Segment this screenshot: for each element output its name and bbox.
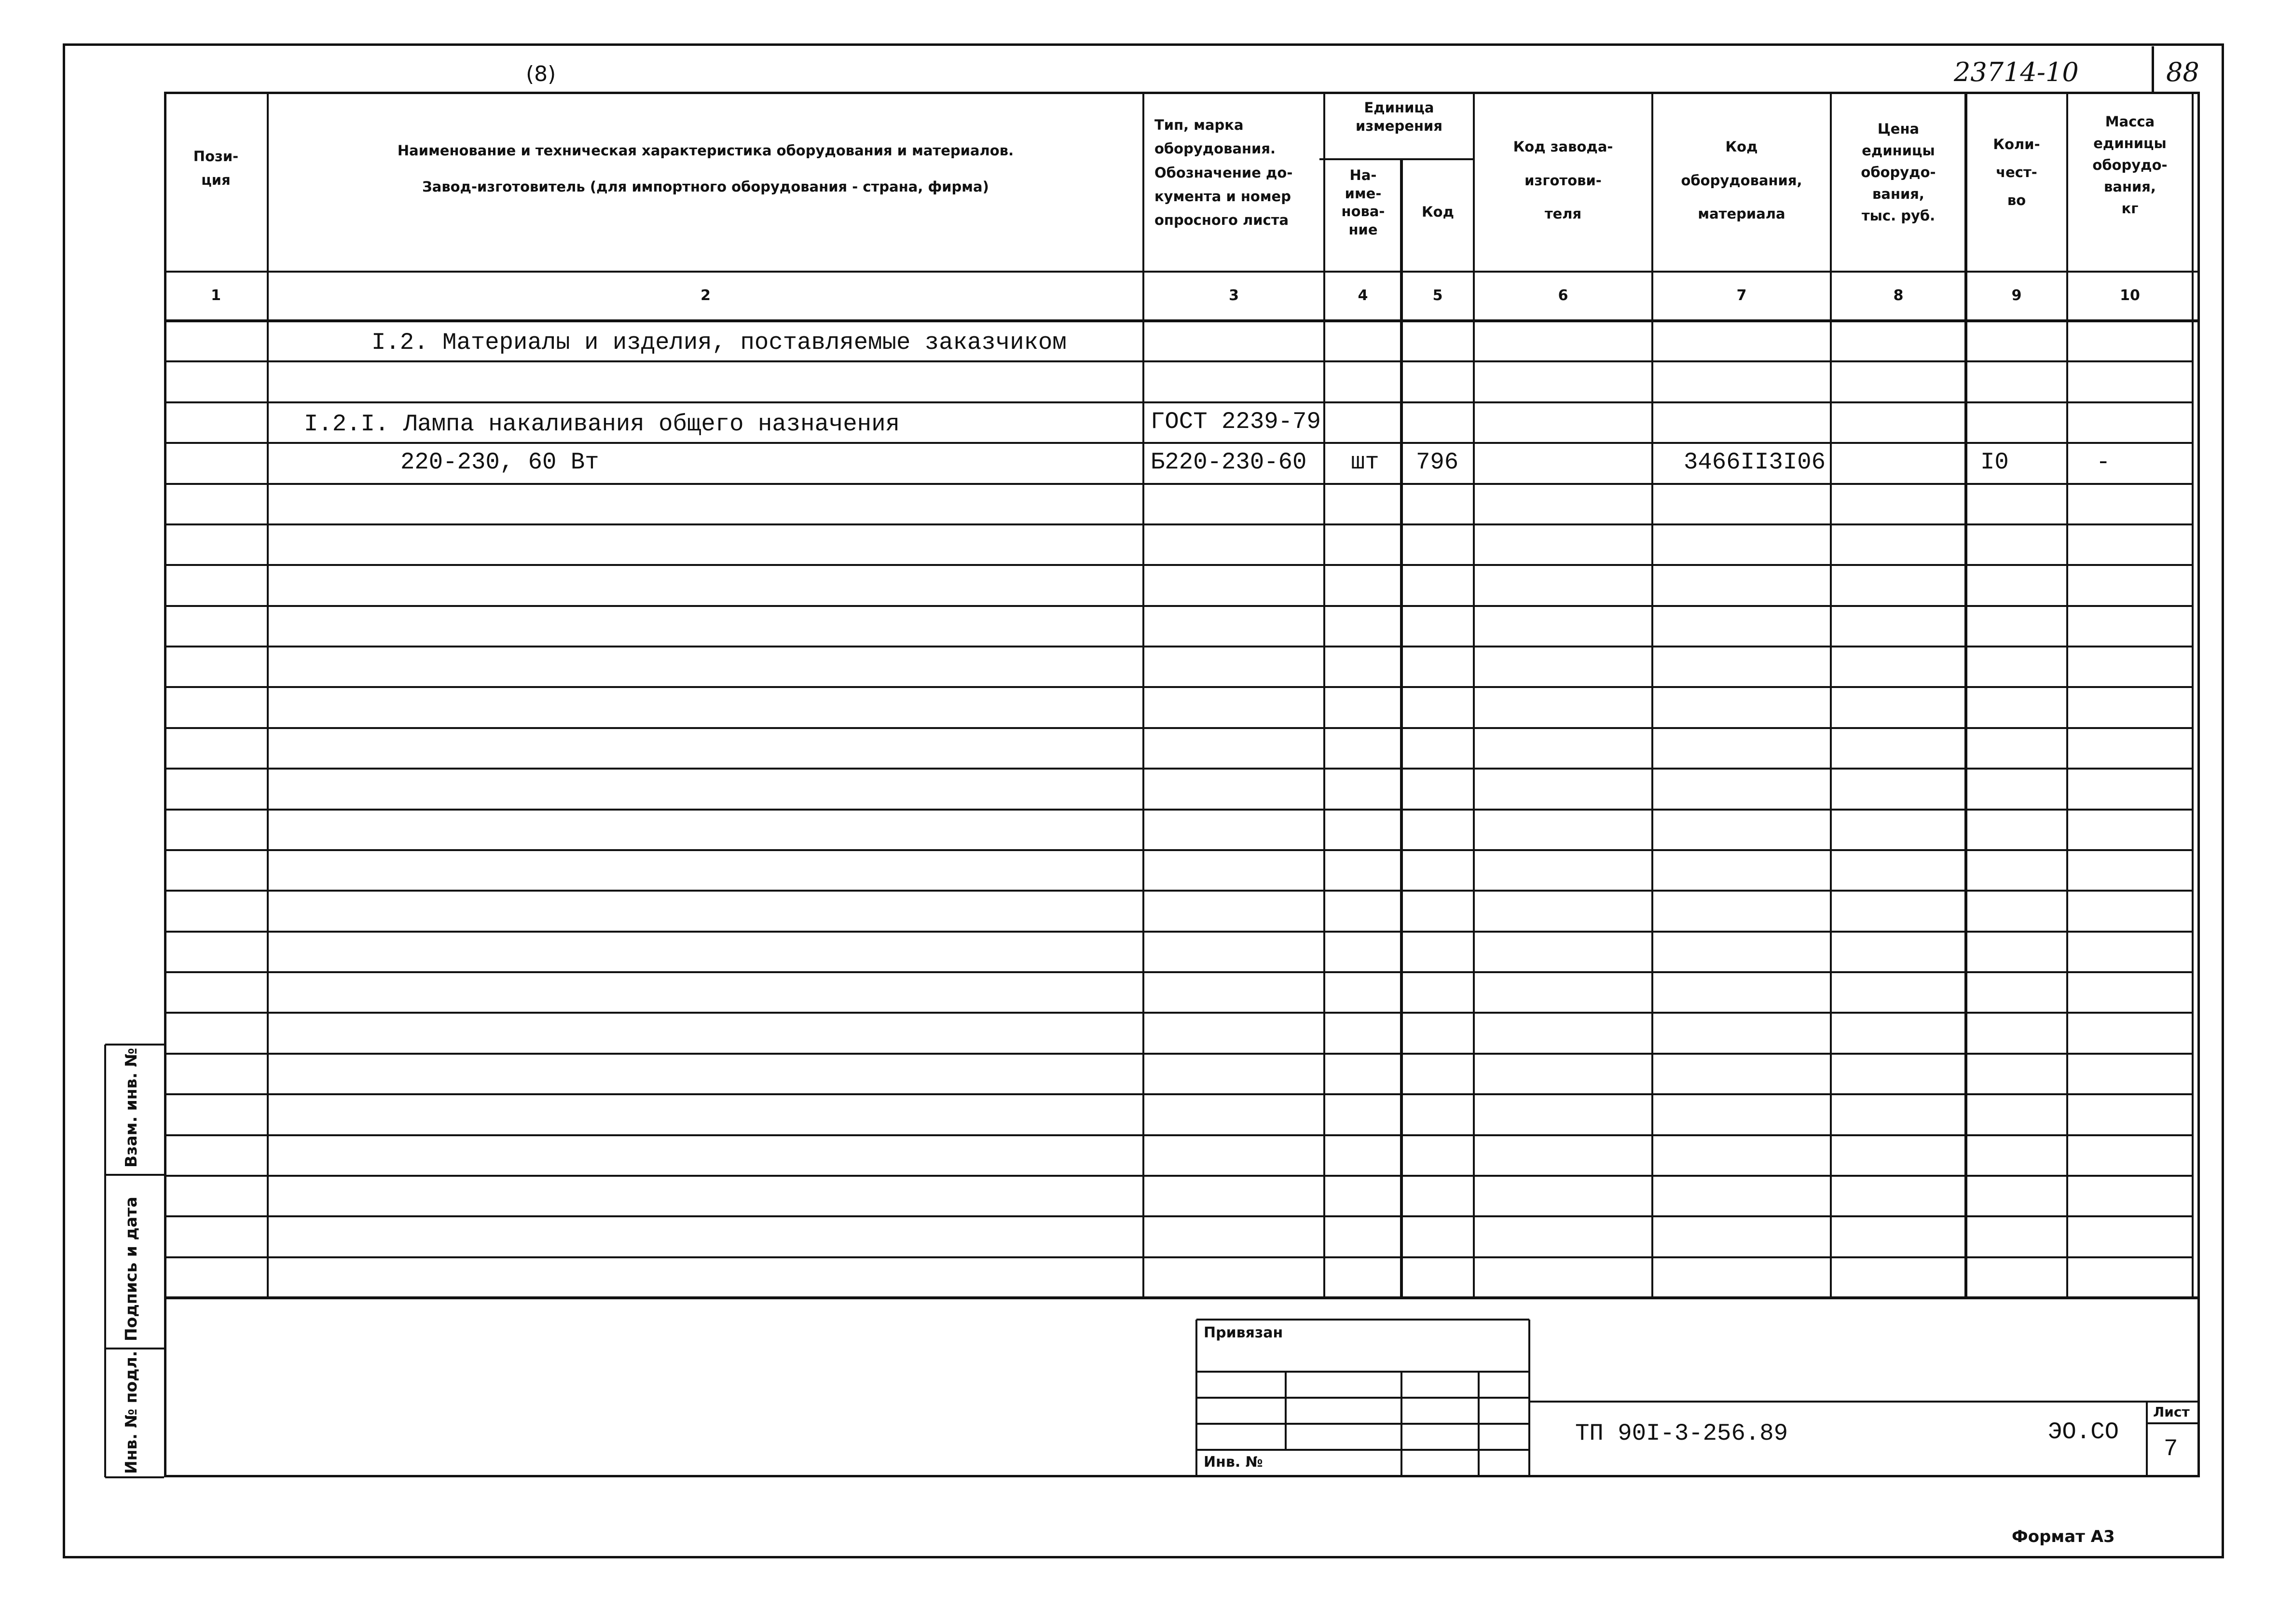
col-num-9: 9 — [2011, 287, 2022, 304]
stamp-inv-orig: Инв. № подл. — [122, 1350, 140, 1474]
col-header-type: Тип, марка оборудования. Обозначение до- кумента и номер опросного листа — [1154, 117, 1293, 229]
col-num-5: 5 — [1432, 287, 1443, 304]
col-header-name: Наименование и техническая характеристика оборудования и материалов. Завод-изготовитель (для импортного оборудования - страна, фирма) — [397, 142, 1014, 195]
inv-label: Инв. № — [1204, 1454, 1263, 1471]
col-header-mass: Масса единицы оборудо- вания, кг — [2092, 113, 2168, 217]
row-4-name: 220-230, 60 Вт — [400, 449, 599, 476]
doc-code: ТП 90I-3-256.89 — [1575, 1420, 1788, 1447]
row-4-material-code: 3466II3I06 — [1684, 449, 1826, 476]
format-label: Формат А3 — [2012, 1527, 2115, 1546]
bound-label: Привязан — [1204, 1324, 1283, 1341]
col-header-qty: Коли- чест- во — [1993, 136, 2040, 208]
col-num-7: 7 — [1736, 287, 1747, 304]
row-1-name: I.2. Материалы и изделия, поставляемые заказчиком — [371, 329, 1067, 356]
col-num-10: 10 — [2120, 287, 2140, 304]
stamp-replace-inv: Взам. инв. № — [122, 1047, 140, 1168]
row-4-type: Б220-230-60 — [1151, 449, 1307, 476]
col-num-3: 3 — [1229, 287, 1239, 304]
col-num-8: 8 — [1893, 287, 1904, 304]
col-header-factory-code: Код завода- изготови- теля — [1513, 138, 1613, 222]
col-header-unit-name: На- име- нова- ние — [1341, 167, 1385, 238]
col-header-price: Цена единицы оборудо- вания, тыс. руб. — [1861, 121, 1936, 224]
col-header-unit-group: Единица измерения — [1356, 99, 1442, 134]
col-num-4: 4 — [1358, 287, 1368, 304]
archive-number: 23714-10 — [1954, 57, 2079, 87]
sheet-label: Лист — [2153, 1404, 2190, 1420]
stamp-sign-date: Подпись и дата — [122, 1197, 140, 1341]
row-3-type: ГОСТ 2239-79 — [1151, 408, 1321, 435]
col-header-pos: Пози- ция — [193, 148, 239, 189]
row-4-unit-code: 796 — [1416, 449, 1459, 476]
row-4-qty: I0 — [1980, 449, 2009, 476]
row-4-mass: - — [2096, 449, 2111, 476]
row-3-name: I.2.I. Лампа накаливания общего назначения — [304, 411, 900, 438]
section-number: (8) — [526, 62, 556, 86]
col-header-material-code: Код оборудования, материала — [1681, 138, 1802, 222]
page-corner-number: 88 — [2166, 57, 2199, 87]
row-4-unit-name: шт — [1351, 449, 1379, 476]
col-num-1: 1 — [211, 287, 221, 304]
sheet-number: 7 — [2164, 1435, 2178, 1462]
col-num-6: 6 — [1558, 287, 1568, 304]
section-code: ЭО.СО — [2048, 1418, 2119, 1445]
col-num-2: 2 — [700, 287, 711, 304]
col-header-unit-code: Код — [1421, 204, 1455, 220]
